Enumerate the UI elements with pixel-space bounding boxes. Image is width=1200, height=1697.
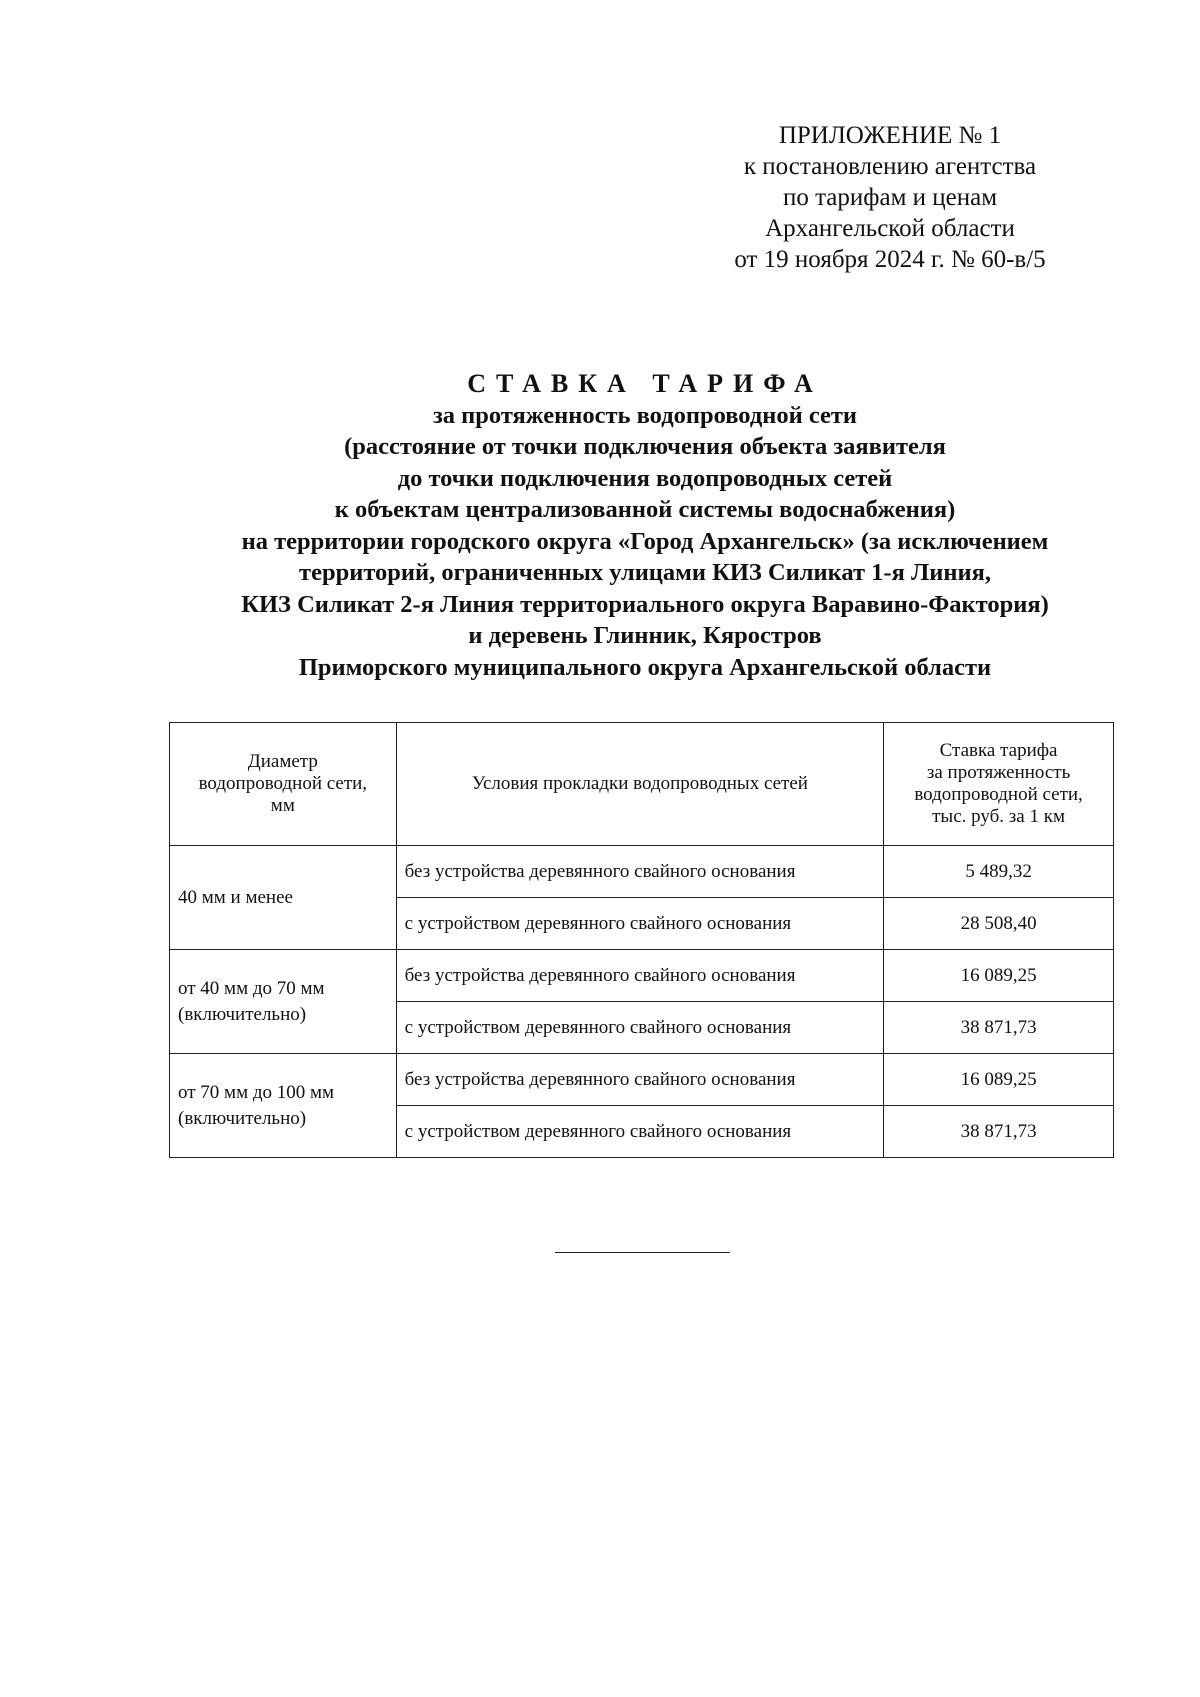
title-main: СТАВКА ТАРИФА xyxy=(467,369,823,398)
table-row xyxy=(170,1054,1114,1106)
diameter-line: (включительно) xyxy=(178,1107,307,1129)
title-line: (расстояние от точки подключения объекта заявителя xyxy=(344,433,946,460)
header-conditions: Условия прокладки водопроводных сетей xyxy=(396,723,884,846)
title-line: за протяженность водопроводной сети xyxy=(432,401,858,429)
condition-cell: без устройства деревянного свайного основания xyxy=(396,950,884,1002)
header-rate-line: водопроводной сети, xyxy=(914,784,1083,805)
appendix-header xyxy=(690,120,1090,275)
header-diameter-line: водопроводной сети, xyxy=(198,773,368,794)
title-line: до точки подключения водопроводных сетей xyxy=(397,464,893,492)
condition-cell: без устройства деревянного свайного основания xyxy=(396,846,884,898)
tariff-table xyxy=(169,722,1114,1158)
diameter-line: от 70 мм до 100 мм xyxy=(178,1081,335,1103)
appendix-region-line: Архангельской области xyxy=(765,215,1015,242)
rate-cell: 5 489,32 xyxy=(884,846,1114,898)
title-line: Приморского муниципального округа Архангельской области xyxy=(298,653,992,681)
condition-cell: без устройства деревянного свайного основания xyxy=(396,1054,884,1106)
rate-cell: 38 871,73 xyxy=(884,1106,1114,1158)
diameter-line: от 40 мм до 70 мм xyxy=(178,977,325,999)
condition-cell: с устройством деревянного свайного основания xyxy=(396,898,884,950)
diameter-line: (включительно) xyxy=(178,1003,307,1025)
diameter-cell xyxy=(170,1054,397,1158)
diameter-cell xyxy=(170,846,397,950)
rate-cell: 16 089,25 xyxy=(884,950,1114,1002)
appendix-date-line: от 19 ноября 2024 г. № 60-в/5 xyxy=(734,246,1046,273)
rate-cell: 16 089,25 xyxy=(884,1054,1114,1106)
header-diameter-line: мм xyxy=(270,795,295,816)
header-rate-line: тыс. руб. за 1 км xyxy=(932,806,1065,827)
title-line: КИЗ Силикат 2-я Линия территориального округа Варавино-Фактория) xyxy=(241,590,1049,618)
title-line: на территории городского округа «Город Архангельск» (за исключением xyxy=(241,527,1049,555)
header-rate-line: Ставка тарифа xyxy=(939,740,1058,761)
condition-cell: с устройством деревянного свайного основания xyxy=(396,1106,884,1158)
title-line: к объектам централизованной системы водоснабжения) xyxy=(334,496,956,523)
title-line: территорий, ограниченных улицами КИЗ Силикат 1-я Линия, xyxy=(299,559,991,586)
header-rate-line: за протяженность xyxy=(926,762,1071,783)
diameter-line: 40 мм и менее xyxy=(178,886,293,908)
header-diameter xyxy=(170,723,397,846)
table-row xyxy=(170,950,1114,1002)
header-diameter-line: Диаметр xyxy=(247,751,318,772)
rate-cell: 28 508,40 xyxy=(884,898,1114,950)
header-rate xyxy=(884,723,1114,846)
table-row xyxy=(170,846,1114,898)
appendix-agency-line: по тарифам и ценам xyxy=(782,184,998,211)
table-header-row xyxy=(170,723,1114,846)
title-line: и деревень Глинник, Кяростров xyxy=(468,622,822,649)
end-divider xyxy=(555,1252,730,1253)
appendix-resolution-line: к постановлению агентства xyxy=(743,153,1037,180)
appendix-number: ПРИЛОЖЕНИЕ № 1 xyxy=(778,122,1002,149)
rate-cell: 38 871,73 xyxy=(884,1002,1114,1054)
document-title xyxy=(150,368,1140,683)
diameter-cell xyxy=(170,950,397,1054)
condition-cell: с устройством деревянного свайного основания xyxy=(396,1002,884,1054)
